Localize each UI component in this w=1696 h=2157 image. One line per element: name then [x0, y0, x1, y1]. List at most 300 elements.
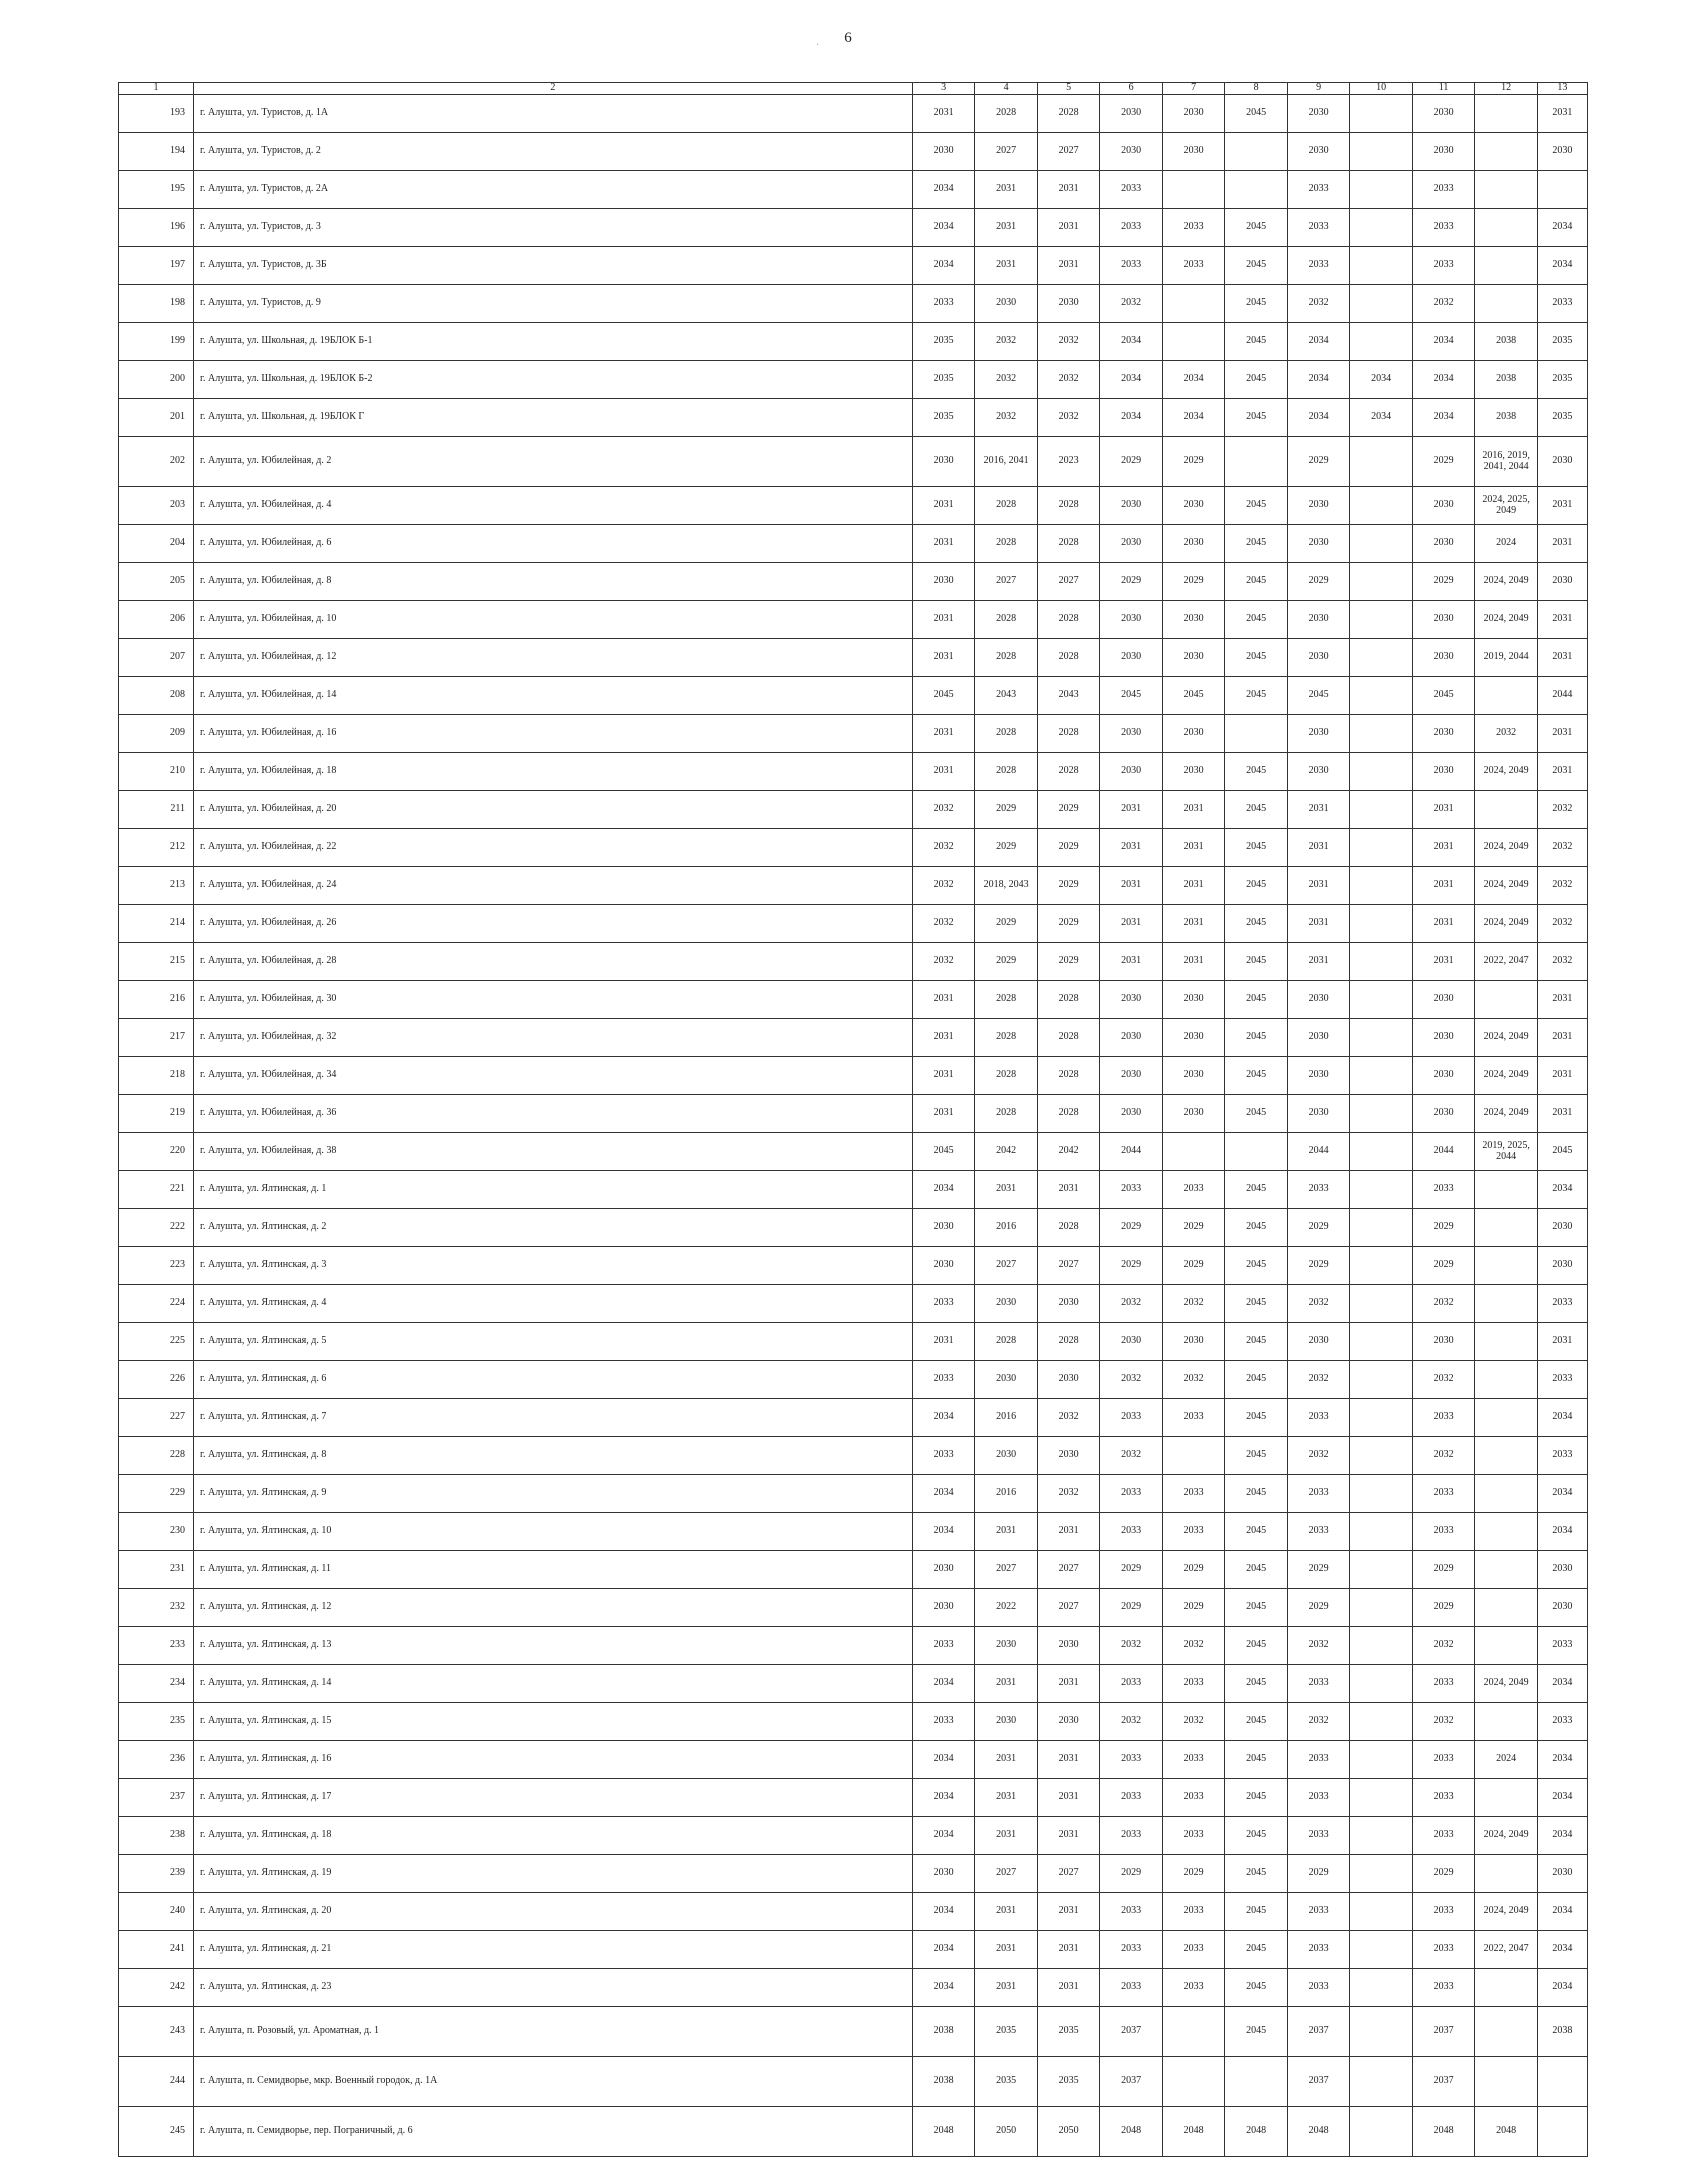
year-cell: 2028 — [1037, 1323, 1100, 1361]
year-cell: 2034 — [1100, 323, 1163, 361]
year-cell: 2043 — [1037, 677, 1100, 715]
year-cell: 2031 — [1537, 487, 1587, 525]
address-cell: г. Алушта, ул. Юбилейная, д. 22 — [194, 829, 913, 867]
year-cell — [1350, 487, 1413, 525]
year-cell: 2048 — [1287, 2107, 1350, 2157]
year-cell: 2034 — [1287, 399, 1350, 437]
year-cell: 2045 — [1225, 247, 1288, 285]
year-cell: 2032 — [1537, 943, 1587, 981]
row-number-cell: 222 — [119, 1209, 194, 1247]
year-cell: 2030 — [912, 1247, 975, 1285]
address-cell: г. Алушта, ул. Ялтинская, д. 17 — [194, 1779, 913, 1817]
year-cell: 2028 — [975, 487, 1038, 525]
year-cell — [1350, 905, 1413, 943]
year-cell: 2028 — [1037, 487, 1100, 525]
year-cell: 2037 — [1412, 2007, 1475, 2057]
year-cell: 2031 — [975, 1513, 1038, 1551]
address-cell: г. Алушта, ул. Ялтинская, д. 8 — [194, 1437, 913, 1475]
address-cell: г. Алушта, ул. Ялтинская, д. 23 — [194, 1969, 913, 2007]
year-cell: 2034 — [912, 171, 975, 209]
year-cell: 2033 — [1162, 1741, 1225, 1779]
year-cell: 2035 — [912, 323, 975, 361]
year-cell: 2030 — [1100, 487, 1163, 525]
year-cell: 2030 — [1412, 981, 1475, 1019]
row-number-cell: 203 — [119, 487, 194, 525]
year-cell: 2032 — [1412, 1361, 1475, 1399]
row-number-cell: 234 — [119, 1665, 194, 1703]
year-cell: 2033 — [1287, 1779, 1350, 1817]
year-cell: 2030 — [1537, 563, 1587, 601]
year-cell: 2033 — [912, 1703, 975, 1741]
year-cell — [1350, 1855, 1413, 1893]
year-cell — [1475, 1437, 1538, 1475]
table-row — [119, 1703, 1588, 1741]
address-cell: г. Алушта, ул. Ялтинская, д. 3 — [194, 1247, 913, 1285]
year-cell: 2031 — [1287, 905, 1350, 943]
year-cell: 2038 — [1475, 399, 1538, 437]
year-cell: 2033 — [1537, 1361, 1587, 1399]
year-cell: 2027 — [975, 1247, 1038, 1285]
table-row — [119, 867, 1588, 905]
year-cell: 2029 — [1037, 867, 1100, 905]
year-cell: 2045 — [1225, 399, 1288, 437]
year-cell — [1350, 1361, 1413, 1399]
year-cell: 2033 — [1100, 1817, 1163, 1855]
year-cell: 2045 — [1225, 639, 1288, 677]
year-cell: 2022 — [975, 1589, 1038, 1627]
year-cell — [1537, 171, 1587, 209]
year-cell: 2033 — [1162, 1171, 1225, 1209]
year-cell — [1475, 247, 1538, 285]
table-row — [119, 905, 1588, 943]
year-cell: 2030 — [975, 285, 1038, 323]
year-cell: 2024, 2049 — [1475, 1057, 1538, 1095]
year-cell: 2033 — [1100, 1475, 1163, 1513]
year-cell: 2030 — [1100, 133, 1163, 171]
year-cell: 2034 — [912, 1969, 975, 2007]
year-cell: 2045 — [1225, 1247, 1288, 1285]
year-cell: 2033 — [1412, 1171, 1475, 1209]
year-cell: 2030 — [1412, 753, 1475, 791]
year-cell: 2048 — [1412, 2107, 1475, 2157]
table-row — [119, 1171, 1588, 1209]
year-cell — [1475, 171, 1538, 209]
year-cell — [1350, 1019, 1413, 1057]
year-cell: 2030 — [1537, 437, 1587, 487]
year-cell: 2035 — [1037, 2007, 1100, 2057]
year-cell: 2029 — [1412, 1855, 1475, 1893]
table-row — [119, 1627, 1588, 1665]
year-cell: 2029 — [1412, 1247, 1475, 1285]
year-cell: 2033 — [1412, 1969, 1475, 2007]
row-number-cell: 204 — [119, 525, 194, 563]
year-cell: 2031 — [1412, 867, 1475, 905]
year-cell: 2029 — [1287, 563, 1350, 601]
year-cell: 2029 — [1100, 1551, 1163, 1589]
year-cell — [1475, 1779, 1538, 1817]
year-cell: 2033 — [1100, 1171, 1163, 1209]
year-cell: 2031 — [1162, 905, 1225, 943]
year-cell: 2031 — [975, 1779, 1038, 1817]
row-number-cell: 239 — [119, 1855, 194, 1893]
year-cell — [1350, 1969, 1413, 2007]
header-cell: 7 — [1162, 83, 1225, 95]
year-cell: 2016 — [975, 1209, 1038, 1247]
year-cell: 2033 — [1287, 209, 1350, 247]
address-cell: г. Алушта, ул. Ялтинская, д. 20 — [194, 1893, 913, 1931]
year-cell: 2030 — [1412, 715, 1475, 753]
year-cell: 2029 — [1100, 1247, 1163, 1285]
year-cell: 2030 — [1162, 981, 1225, 1019]
address-cell: г. Алушта, ул. Ялтинская, д. 14 — [194, 1665, 913, 1703]
year-cell: 2045 — [1225, 487, 1288, 525]
year-cell — [1350, 525, 1413, 563]
year-cell: 2030 — [1537, 1551, 1587, 1589]
year-cell: 2031 — [975, 1171, 1038, 1209]
year-cell: 2032 — [1162, 1361, 1225, 1399]
address-cell: г. Алушта, ул. Юбилейная, д. 18 — [194, 753, 913, 791]
row-number-cell: 224 — [119, 1285, 194, 1323]
year-cell: 2045 — [1225, 1893, 1288, 1931]
year-cell: 2028 — [1037, 753, 1100, 791]
year-cell: 2029 — [1287, 437, 1350, 487]
year-cell: 2030 — [1412, 1057, 1475, 1095]
address-cell: г. Алушта, ул. Юбилейная, д. 14 — [194, 677, 913, 715]
year-cell: 2045 — [1225, 1627, 1288, 1665]
row-number-cell: 245 — [119, 2107, 194, 2157]
table-row — [119, 1095, 1588, 1133]
year-cell: 2033 — [1412, 1893, 1475, 1931]
year-cell — [1350, 1133, 1413, 1171]
year-cell: 2033 — [1287, 1741, 1350, 1779]
year-cell: 2031 — [975, 209, 1038, 247]
year-cell — [1350, 1817, 1413, 1855]
year-cell: 2032 — [1287, 285, 1350, 323]
header-cell: 9 — [1287, 83, 1350, 95]
row-number-cell: 210 — [119, 753, 194, 791]
year-cell: 2031 — [1412, 905, 1475, 943]
year-cell: 2033 — [1287, 1817, 1350, 1855]
year-cell: 2031 — [1162, 943, 1225, 981]
year-cell: 2045 — [1225, 1323, 1288, 1361]
year-cell — [1350, 285, 1413, 323]
year-cell: 2034 — [912, 1741, 975, 1779]
address-cell: г. Алушта, ул. Ялтинская, д. 9 — [194, 1475, 913, 1513]
year-cell: 2031 — [912, 95, 975, 133]
year-cell: 2030 — [1287, 639, 1350, 677]
year-cell: 2034 — [912, 1779, 975, 1817]
year-cell — [1225, 1133, 1288, 1171]
year-cell — [1162, 1133, 1225, 1171]
year-cell: 2030 — [1100, 753, 1163, 791]
address-cell: г. Алушта, ул. Юбилейная, д. 32 — [194, 1019, 913, 1057]
year-cell: 2031 — [1037, 1931, 1100, 1969]
address-cell: г. Алушта, ул. Юбилейная, д. 36 — [194, 1095, 913, 1133]
year-cell — [1350, 1171, 1413, 1209]
year-cell: 2033 — [1287, 1475, 1350, 1513]
year-cell: 2030 — [1162, 95, 1225, 133]
year-cell: 2032 — [1100, 1627, 1163, 1665]
year-cell: 2029 — [1162, 1247, 1225, 1285]
year-cell — [1475, 1551, 1538, 1589]
year-cell: 2030 — [1037, 1437, 1100, 1475]
year-cell: 2030 — [1100, 525, 1163, 563]
year-cell: 2028 — [975, 601, 1038, 639]
year-cell: 2034 — [1537, 1665, 1587, 1703]
year-cell: 2032 — [1475, 715, 1538, 753]
year-cell: 2032 — [975, 399, 1038, 437]
table-row — [119, 791, 1588, 829]
year-cell: 2030 — [912, 133, 975, 171]
year-cell: 2048 — [1225, 2107, 1288, 2157]
year-cell: 2034 — [1100, 361, 1163, 399]
year-cell: 2030 — [1162, 639, 1225, 677]
year-cell: 2029 — [1100, 1589, 1163, 1627]
year-cell: 2045 — [1162, 677, 1225, 715]
year-cell: 2033 — [1537, 1703, 1587, 1741]
year-cell: 2030 — [1287, 1019, 1350, 1057]
year-cell: 2035 — [912, 399, 975, 437]
year-cell: 2032 — [912, 867, 975, 905]
year-cell: 2045 — [1100, 677, 1163, 715]
year-cell: 2030 — [1287, 95, 1350, 133]
year-cell: 2031 — [1037, 1779, 1100, 1817]
table-row — [119, 1855, 1588, 1893]
year-cell: 2030 — [1037, 285, 1100, 323]
year-cell: 2044 — [1537, 677, 1587, 715]
address-cell: г. Алушта, ул. Юбилейная, д. 30 — [194, 981, 913, 1019]
table-row — [119, 1931, 1588, 1969]
year-cell: 2027 — [1037, 1589, 1100, 1627]
address-cell: г. Алушта, ул. Юбилейная, д. 6 — [194, 525, 913, 563]
year-cell: 2031 — [1537, 1095, 1587, 1133]
year-cell: 2033 — [1100, 1931, 1163, 1969]
year-cell: 2029 — [1162, 563, 1225, 601]
year-cell: 2045 — [1225, 1779, 1288, 1817]
table-row — [119, 1817, 1588, 1855]
year-cell: 2030 — [1037, 1703, 1100, 1741]
year-cell: 2030 — [1162, 1019, 1225, 1057]
year-cell — [1475, 1285, 1538, 1323]
year-cell: 2037 — [1287, 2057, 1350, 2107]
year-cell: 2045 — [1225, 1551, 1288, 1589]
year-cell: 2034 — [1537, 1779, 1587, 1817]
year-cell: 2031 — [912, 981, 975, 1019]
year-cell: 2028 — [975, 981, 1038, 1019]
year-cell: 2029 — [975, 905, 1038, 943]
year-cell — [1225, 171, 1288, 209]
year-cell: 2029 — [1100, 1855, 1163, 1893]
header-cell: 5 — [1037, 83, 1100, 95]
year-cell: 2024, 2049 — [1475, 867, 1538, 905]
header-cell: 10 — [1350, 83, 1413, 95]
year-cell: 2034 — [1162, 361, 1225, 399]
header-cell: 6 — [1100, 83, 1163, 95]
year-cell: 2032 — [1537, 791, 1587, 829]
year-cell: 2033 — [1162, 1931, 1225, 1969]
row-number-cell: 202 — [119, 437, 194, 487]
address-cell: г. Алушта, ул. Юбилейная, д. 38 — [194, 1133, 913, 1171]
year-cell: 2042 — [1037, 1133, 1100, 1171]
year-cell: 2033 — [1100, 1665, 1163, 1703]
year-cell: 2019, 2044 — [1475, 639, 1538, 677]
year-cell: 2031 — [1037, 1969, 1100, 2007]
year-cell: 2045 — [1225, 981, 1288, 1019]
year-cell: 2031 — [1037, 1893, 1100, 1931]
table-row — [119, 1513, 1588, 1551]
year-cell: 2028 — [1037, 715, 1100, 753]
row-number-cell: 217 — [119, 1019, 194, 1057]
year-cell: 2034 — [912, 1817, 975, 1855]
year-cell: 2030 — [1287, 525, 1350, 563]
year-cell: 2033 — [912, 1285, 975, 1323]
year-cell: 2029 — [1162, 437, 1225, 487]
year-cell: 2024, 2049 — [1475, 1019, 1538, 1057]
year-cell: 2033 — [1287, 1513, 1350, 1551]
year-cell — [1350, 639, 1413, 677]
year-cell: 2028 — [975, 639, 1038, 677]
header-cell: 3 — [912, 83, 975, 95]
year-cell — [1350, 563, 1413, 601]
row-number-cell: 218 — [119, 1057, 194, 1095]
year-cell: 2045 — [1537, 1133, 1587, 1171]
year-cell: 2030 — [1037, 1285, 1100, 1323]
year-cell: 2031 — [1537, 525, 1587, 563]
year-cell: 2030 — [1100, 639, 1163, 677]
year-cell: 2032 — [1412, 1703, 1475, 1741]
page-number: 6 — [844, 30, 852, 46]
year-cell: 2033 — [1100, 1399, 1163, 1437]
year-cell — [1475, 1589, 1538, 1627]
year-cell: 2029 — [975, 943, 1038, 981]
year-cell: 2050 — [1037, 2107, 1100, 2157]
year-cell: 2045 — [1287, 677, 1350, 715]
year-cell: 2034 — [1350, 399, 1413, 437]
header-cell: 1 — [119, 83, 194, 95]
address-cell: г. Алушта, ул. Юбилейная, д. 34 — [194, 1057, 913, 1095]
table-row — [119, 1437, 1588, 1475]
year-cell: 2033 — [1100, 1893, 1163, 1931]
year-cell: 2033 — [1412, 1513, 1475, 1551]
year-cell — [1225, 2057, 1288, 2107]
row-number-cell: 201 — [119, 399, 194, 437]
year-cell: 2044 — [1412, 1133, 1475, 1171]
table-row — [119, 487, 1588, 525]
year-cell: 2033 — [1537, 1627, 1587, 1665]
year-cell: 2030 — [1037, 1627, 1100, 1665]
schedule-table — [118, 82, 1588, 2157]
address-cell: г. Алушта, ул. Юбилейная, д. 10 — [194, 601, 913, 639]
year-cell: 2034 — [1412, 399, 1475, 437]
year-cell: 2033 — [1162, 1893, 1225, 1931]
row-number-cell: 215 — [119, 943, 194, 981]
table-row — [119, 1893, 1588, 1931]
year-cell: 2034 — [1287, 361, 1350, 399]
address-cell: г. Алушта, п. Семидворье, пер. Пограничный, д. 6 — [194, 2107, 913, 2157]
year-cell: 2037 — [1100, 2007, 1163, 2057]
address-cell: г. Алушта, ул. Ялтинская, д. 15 — [194, 1703, 913, 1741]
address-cell: г. Алушта, ул. Ялтинская, д. 10 — [194, 1513, 913, 1551]
year-cell: 2029 — [1162, 1551, 1225, 1589]
address-cell: г. Алушта, ул. Юбилейная, д. 2 — [194, 437, 913, 487]
year-cell: 2037 — [1100, 2057, 1163, 2107]
table-row — [119, 437, 1588, 487]
year-cell: 2038 — [1475, 323, 1538, 361]
year-cell — [1475, 791, 1538, 829]
table-row — [119, 1323, 1588, 1361]
year-cell: 2045 — [1225, 1589, 1288, 1627]
year-cell: 2034 — [1100, 399, 1163, 437]
year-cell: 2032 — [1100, 1361, 1163, 1399]
address-cell: г. Алушта, ул. Туристов, д. 9 — [194, 285, 913, 323]
year-cell: 2029 — [975, 791, 1038, 829]
year-cell: 2034 — [1537, 1399, 1587, 1437]
year-cell: 2031 — [1162, 867, 1225, 905]
year-cell: 2032 — [1287, 1627, 1350, 1665]
year-cell: 2032 — [1162, 1627, 1225, 1665]
year-cell — [1475, 677, 1538, 715]
year-cell: 2031 — [1100, 829, 1163, 867]
year-cell: 2024 — [1475, 525, 1538, 563]
row-number-cell: 208 — [119, 677, 194, 715]
row-number-cell: 197 — [119, 247, 194, 285]
year-cell — [1475, 209, 1538, 247]
address-cell: г. Алушта, ул. Ялтинская, д. 13 — [194, 1627, 913, 1665]
year-cell: 2029 — [1287, 1589, 1350, 1627]
year-cell: 2031 — [1037, 1741, 1100, 1779]
year-cell: 2031 — [1037, 1817, 1100, 1855]
year-cell: 2033 — [1287, 1399, 1350, 1437]
table-row — [119, 1589, 1588, 1627]
year-cell: 2031 — [1537, 1323, 1587, 1361]
year-cell: 2030 — [1100, 1057, 1163, 1095]
year-cell: 2045 — [1225, 905, 1288, 943]
table-row — [119, 1779, 1588, 1817]
year-cell: 2045 — [1225, 1057, 1288, 1095]
year-cell: 2031 — [1537, 95, 1587, 133]
year-cell: 2033 — [1162, 1475, 1225, 1513]
year-cell: 2030 — [912, 437, 975, 487]
year-cell: 2032 — [912, 791, 975, 829]
year-cell: 2030 — [975, 1361, 1038, 1399]
year-cell: 2016, 2041 — [975, 437, 1038, 487]
table-row — [119, 639, 1588, 677]
year-cell: 2034 — [1537, 247, 1587, 285]
row-number-cell: 238 — [119, 1817, 194, 1855]
year-cell: 2024, 2049 — [1475, 563, 1538, 601]
year-cell: 2027 — [975, 133, 1038, 171]
year-cell: 2029 — [1412, 1209, 1475, 1247]
year-cell: 2031 — [975, 1741, 1038, 1779]
year-cell: 2037 — [1287, 2007, 1350, 2057]
table-row — [119, 1665, 1588, 1703]
table-row — [119, 715, 1588, 753]
year-cell: 2034 — [912, 1399, 975, 1437]
year-cell: 2029 — [1037, 905, 1100, 943]
year-cell: 2033 — [1100, 1779, 1163, 1817]
header-cell: 2 — [194, 83, 913, 95]
year-cell — [1475, 1399, 1538, 1437]
year-cell: 2030 — [1287, 601, 1350, 639]
year-cell: 2034 — [912, 247, 975, 285]
table-row — [119, 285, 1588, 323]
row-number-cell: 193 — [119, 95, 194, 133]
year-cell: 2034 — [1537, 209, 1587, 247]
page-dot: · — [816, 40, 820, 51]
year-cell: 2031 — [975, 1665, 1038, 1703]
row-number-cell: 219 — [119, 1095, 194, 1133]
address-cell: г. Алушта, ул. Школьная, д. 19БЛОК Б-1 — [194, 323, 913, 361]
